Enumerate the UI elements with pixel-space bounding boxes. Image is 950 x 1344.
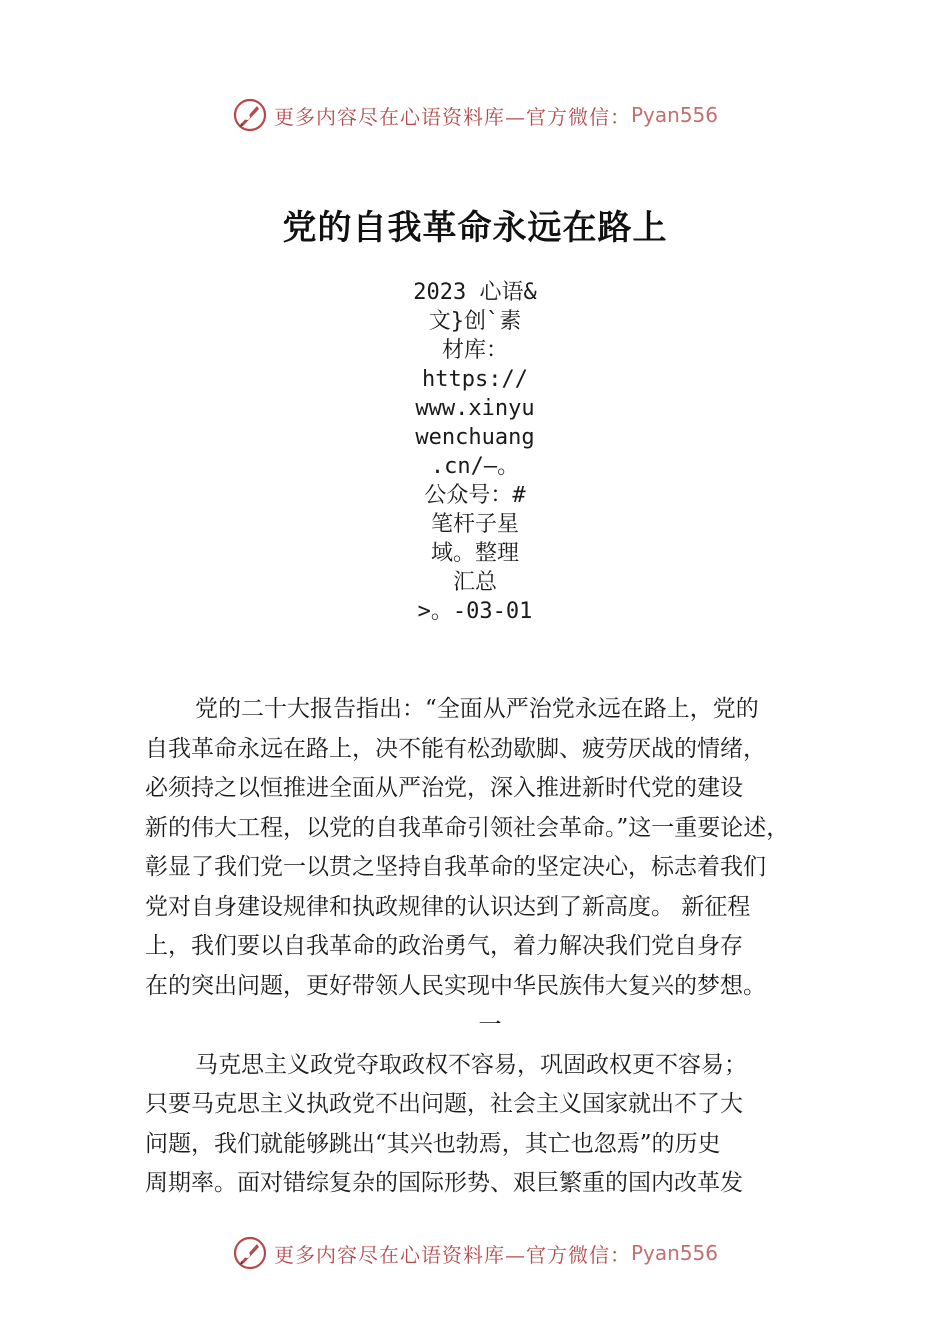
banner-text-wechat: —官方微信： <box>504 104 631 129</box>
banner-text-main: 更多内容尽在心语资料库 <box>273 1242 505 1267</box>
meta-block <box>375 278 575 626</box>
paragraph-line: 在的突出问题，更好带领人民实现中华民族伟大复兴的梦想。 <box>145 972 766 999</box>
meta-line: 公众号：# <box>424 483 526 508</box>
paragraph-line: 新的伟大工程，以党的自我革命引领社会革命。”这一重要论述， <box>145 814 790 841</box>
paragraph-line: 自我革命永远在路上，决不能有松劲歇脚、疲劳厌战的情绪， <box>145 735 766 762</box>
paragraph-line: 上，我们要以自我革命的政治勇气，着力解决我们党自身存 <box>145 933 743 959</box>
meta-line: www.xinyu <box>415 396 535 421</box>
paragraph-line: 周期率。面对错综复杂的国际形势、艰巨繁重的国内改革发 <box>145 1170 743 1196</box>
meta-line: 汇总 <box>452 570 497 595</box>
section-number: 一 <box>478 1012 502 1038</box>
paragraph-line: 党的二十大报告指出：“全面从严治党永远在路上，党的 <box>195 696 759 722</box>
paragraph-line: 党对自身建设规律和执政规律的认识达到了新高度。 新征程 <box>145 893 751 920</box>
meta-line: >。-03-01 <box>417 599 533 624</box>
paragraph-line: 马克思主义政党夺取政权不容易，巩固政权更不容易； <box>195 1051 747 1078</box>
banner-text-id: Pyan556 <box>630 103 718 127</box>
paragraph-line: 必须持之以恒推进全面从严治党，深入推进新时代党的建设 <box>145 775 743 801</box>
meta-line: 笔杆子星 <box>430 512 519 537</box>
meta-line: 材库： <box>441 338 508 363</box>
header-watermark-banner <box>0 95 950 135</box>
meta-line: 域。整理 <box>430 541 519 566</box>
banner-text-wechat: —官方微信： <box>504 1242 631 1267</box>
meta-line: 文}创`素 <box>428 309 522 334</box>
meta-line: 2023 心语& <box>413 280 537 305</box>
body-text <box>145 690 835 1204</box>
meta-line: .cn/—。 <box>430 454 520 479</box>
meta-line: wenchuang <box>415 425 535 450</box>
document-title: 党的自我革命永远在路上 <box>282 208 668 248</box>
quill-logo-icon <box>232 1235 268 1271</box>
footer-watermark-banner <box>0 1233 950 1273</box>
paragraph-line: 问题，我们就能够跳出“其兴也勃焉，其亡也忽焉”的历史 <box>145 1130 721 1157</box>
paragraph-line: 彰显了我们党一以贯之坚持自我革命的坚定决心，标志着我们 <box>145 854 766 880</box>
banner-text-main: 更多内容尽在心语资料库 <box>273 104 505 129</box>
paragraph-line: 只要马克思主义执政党不出问题，社会主义国家就出不了大 <box>145 1091 743 1117</box>
quill-logo-icon <box>232 97 268 133</box>
banner-text-id: Pyan556 <box>630 1241 718 1265</box>
meta-line: https:// <box>422 367 528 392</box>
